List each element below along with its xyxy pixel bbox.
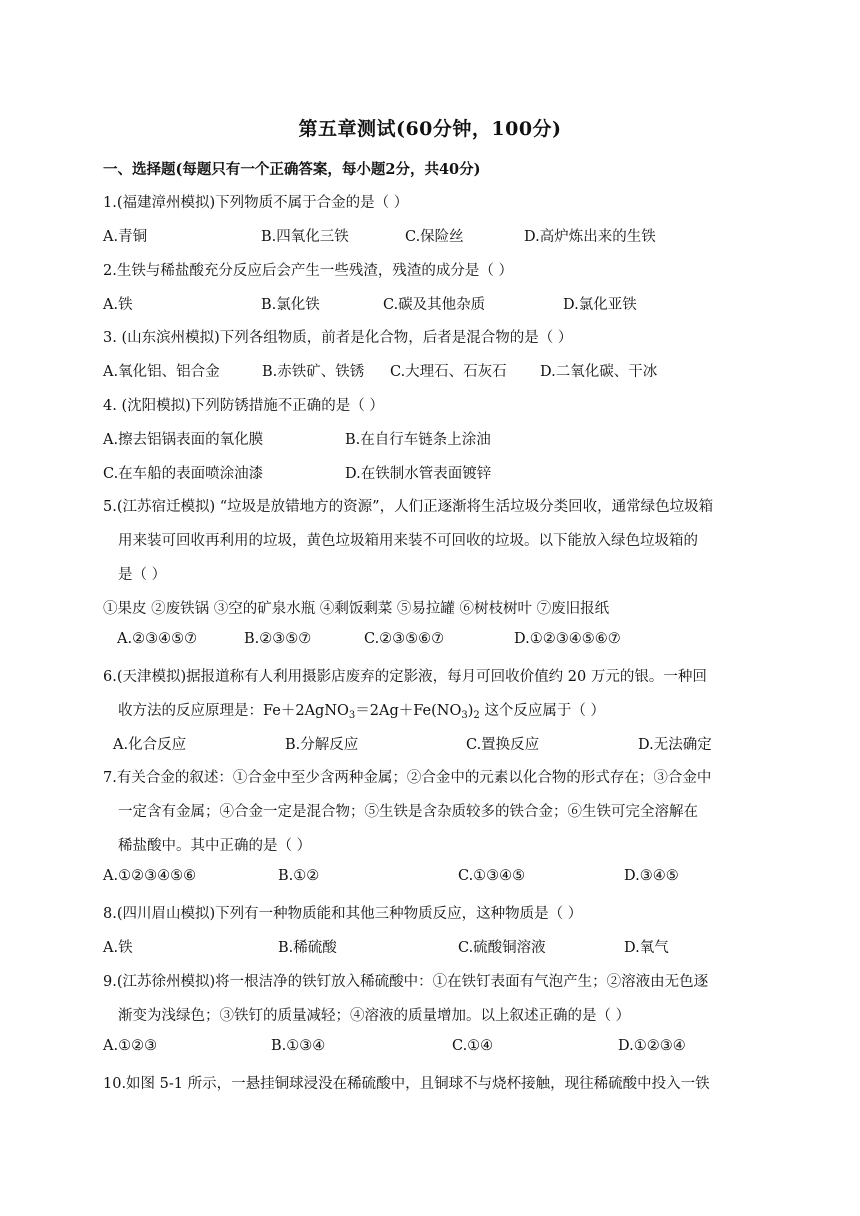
- question-4-options-row1: [0, 428, 860, 450]
- option-d: D.高炉炼出来的生铁: [524, 229, 656, 245]
- question-1-options: [0, 225, 860, 247]
- option-b: B.①③④: [271, 1038, 326, 1054]
- option-c: C.大理石、石灰石: [390, 364, 507, 380]
- option-d: D.二氧化碳、干冰: [540, 364, 658, 380]
- question-3-stem: 3. (山东滨州模拟)下列各组物质，前者是化合物，后者是混合物的是（ ）: [103, 330, 573, 346]
- option-c: C.置换反应: [466, 737, 540, 753]
- question-2-options: [0, 293, 860, 315]
- option-a: A.铁: [103, 940, 133, 956]
- option-c: C.①③④⑤: [458, 868, 526, 884]
- question-7-line2: 一定含有金属；④合金一定是混合物；⑤生铁是含杂质较多的铁合金；⑥生铁可完全溶解在: [118, 804, 698, 820]
- equation-part: 收方法的反应原理是：Fe＋2AgNO: [118, 703, 349, 719]
- option-a: A.①②③: [103, 1038, 158, 1054]
- option-b: B.氯化铁: [261, 297, 320, 313]
- option-a: A.①②③④⑤⑥: [103, 868, 197, 884]
- question-8-options: [0, 936, 860, 958]
- option-b: B.四氧化三铁: [261, 229, 349, 245]
- option-d: D.氯化亚铁: [563, 297, 637, 313]
- option-a: A.氧化铝、铝合金: [103, 364, 220, 380]
- question-9-line2: 渐变为浅绿色；③铁钉的质量减轻；④溶液的质量增加。以上叙述正确的是（ ）: [118, 1008, 631, 1024]
- option-b: B.②③⑤⑦: [244, 631, 312, 647]
- question-3-options: [0, 360, 860, 382]
- page-title: 第五章测试(60分钟，100分): [298, 118, 562, 140]
- question-6-options: [0, 733, 860, 755]
- section-heading: 一、选择题(每题只有一个正确答案，每小题2分，共40分): [103, 161, 481, 178]
- option-c: C.在车船的表面喷涂油漆: [103, 466, 264, 482]
- option-a: A.化合反应: [113, 737, 187, 753]
- option-d: D.①②③④: [618, 1038, 686, 1054]
- question-10-line1: 10.如图 5-1 所示，一悬挂铜球浸没在稀硫酸中，且铜球不与烧杯接触，现往稀硫酸中投入一铁: [103, 1076, 710, 1092]
- option-b: B.赤铁矿、铁锈: [262, 364, 365, 380]
- question-5-line3: 是（ ）: [118, 567, 167, 583]
- question-1-stem: 1.(福建漳州模拟)下列物质不属于合金的是（ ）: [103, 195, 409, 211]
- option-b: B.分解反应: [285, 737, 359, 753]
- question-4-options-row2: [0, 462, 860, 484]
- question-9-line1: 9.(江苏徐州模拟)将一根洁净的铁钉放入稀硫酸中：①在铁钉表面有气泡产生；②溶液由无色逐: [103, 974, 709, 990]
- question-2-stem: 2.生铁与稀盐酸充分反应后会产生一些残渣，残渣的成分是（ ）: [103, 263, 513, 279]
- option-c: C.②③⑤⑥⑦: [364, 631, 445, 647]
- option-c: C.硫酸铜溶液: [458, 940, 546, 956]
- option-c: C.①④: [452, 1038, 494, 1054]
- subscript: 3: [348, 710, 356, 721]
- question-5-line2: 用来装可回收再利用的垃圾，黄色垃圾箱用来装不可回收的垃圾。以下能放入绿色垃圾箱的: [118, 533, 698, 549]
- question-5-items: ①果皮 ②废铁锅 ③空的矿泉水瓶 ④剩饭剩菜 ⑤易拉罐 ⑥树枝树叶 ⑦废旧报纸: [103, 601, 610, 617]
- option-b: B.①②: [278, 868, 320, 884]
- question-9-options: [0, 1038, 860, 1060]
- question-7-options: [0, 868, 860, 890]
- option-a: A.青铜: [103, 229, 148, 245]
- option-a: A.擦去铝锅表面的氧化膜: [103, 432, 264, 448]
- option-b: B.稀硫酸: [278, 940, 337, 956]
- question-7-line3: 稀盐酸中。其中正确的是（ ）: [118, 838, 312, 854]
- question-7-line1: 7.有关合金的叙述：①合金中至少含两种金属；②合金中的元素以化合物的形式存在；③合金中: [103, 770, 712, 786]
- question-4-stem: 4. (沈阳模拟)下列防锈措施不正确的是（ ）: [103, 398, 384, 414]
- subscript: 3: [461, 710, 468, 721]
- option-d: D.无法确定: [638, 737, 712, 753]
- equation-part: ＝2Ag＋Fe(NO: [355, 703, 462, 719]
- question-8-stem: 8.(四川眉山模拟)下列有一种物质能和其他三种物质反应，这种物质是（ ）: [103, 906, 583, 922]
- option-a: A.铁: [103, 297, 133, 313]
- subscript: 2: [473, 710, 480, 721]
- option-b: B.在自行车链条上涂油: [345, 432, 491, 448]
- option-a: A.②③④⑤⑦: [117, 631, 198, 647]
- option-c: C.保险丝: [405, 229, 464, 245]
- option-d: D.在铁制水管表面镀锌: [345, 466, 492, 482]
- question-5-line1: 5.(江苏宿迁模拟) “垃圾是放错地方的资源”，人们正逐渐将生活垃圾分类回收，通常绿色垃圾箱: [103, 499, 714, 515]
- equation-part: 这个反应属于（ ）: [479, 703, 605, 719]
- equation-part: ): [467, 703, 474, 719]
- option-d: D.①②③④⑤⑥⑦: [514, 631, 621, 647]
- question-6-line1: 6.(天津模拟)据报道称有人利用摄影店废弃的定影液，每月可回收价值约 20 万元的银。一种回: [103, 669, 707, 685]
- option-d: D.③④⑤: [624, 868, 679, 884]
- question-5-options: [0, 631, 860, 653]
- option-c: C.碳及其他杂质: [383, 297, 486, 313]
- question-6-line2: [118, 699, 605, 721]
- option-d: D.氧气: [624, 940, 669, 956]
